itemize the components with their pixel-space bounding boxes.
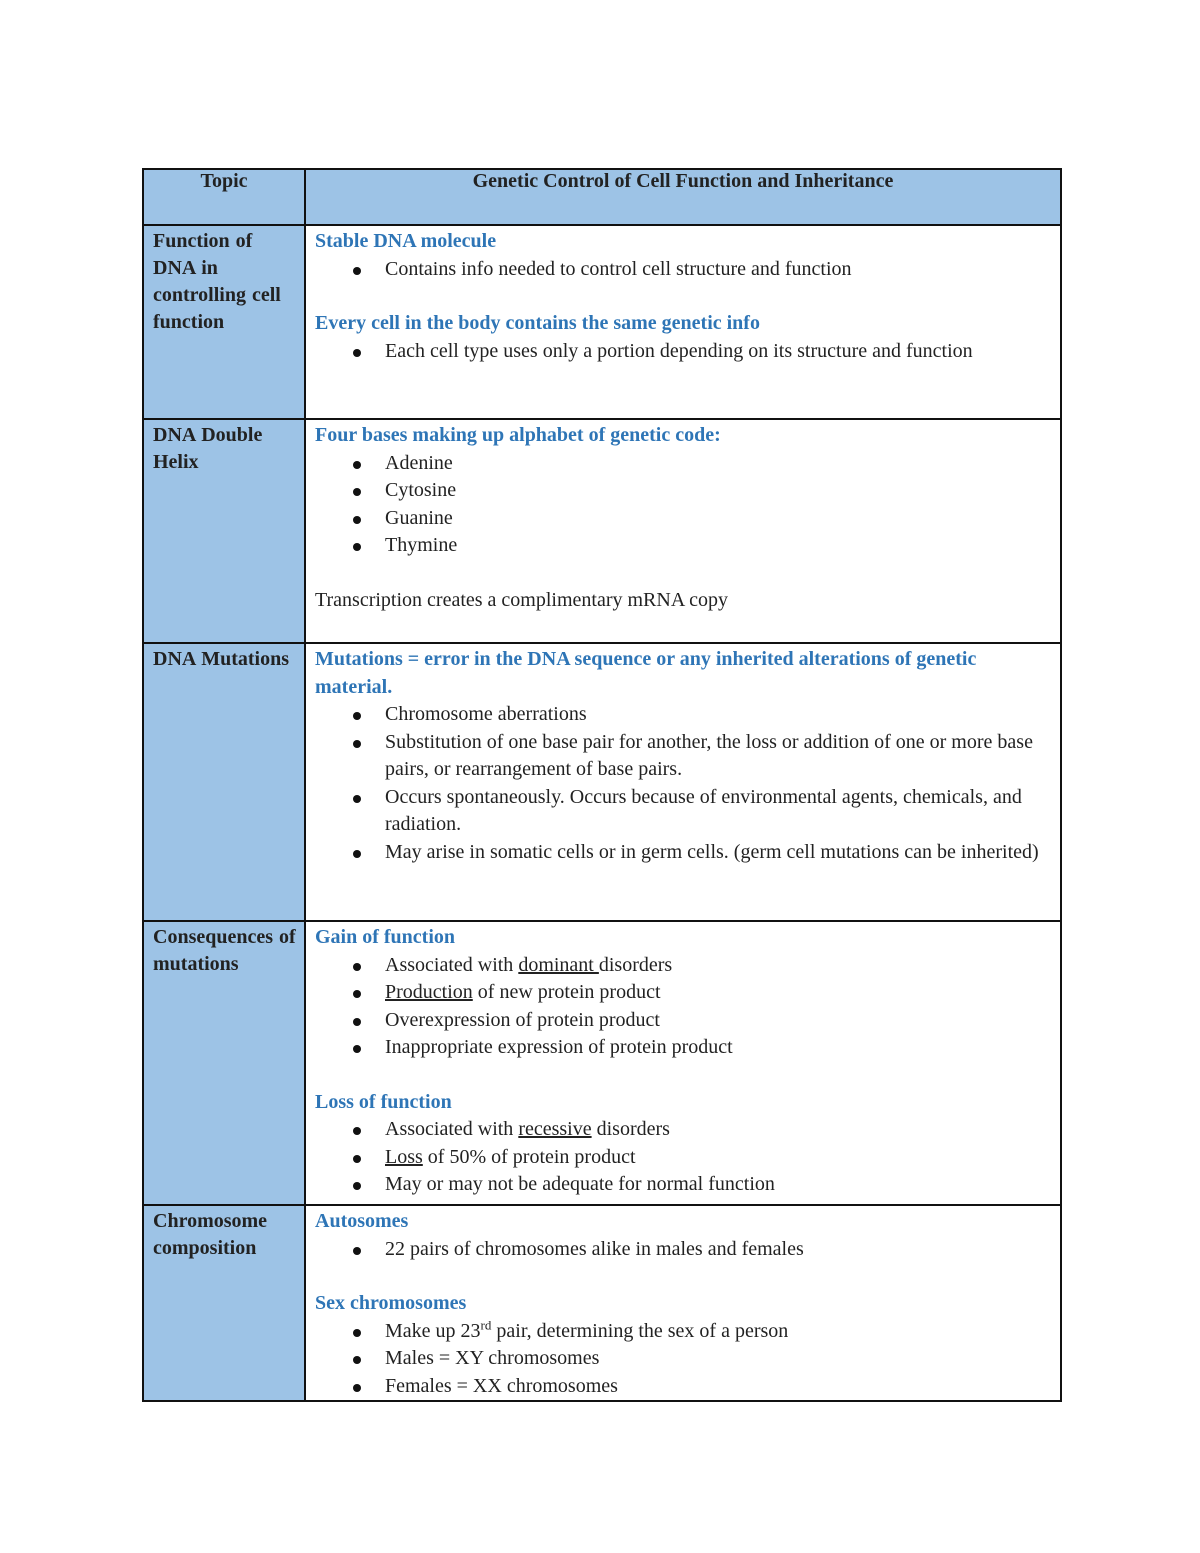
list-item: Thymine [385, 532, 1052, 560]
bullet-list [315, 1318, 1052, 1401]
list-item: Contains info needed to control cell structure and function [385, 256, 1052, 284]
section-heading: Gain of function [315, 926, 456, 948]
bullet-list [315, 450, 1052, 560]
list-item: May arise in somatic cells or in germ cells. (germ cell mutations can be inherited) [385, 839, 1052, 867]
list-item: Overexpression of protein product [385, 1007, 1052, 1035]
table-row [143, 225, 1061, 419]
list-item: Occurs spontaneously. Occurs because of environmental agents, chemicals, and radiation. [385, 784, 1052, 839]
list-item: Cytosine [385, 477, 1052, 505]
list-item: Chromosome aberrations [385, 701, 1052, 729]
table-row [143, 419, 1061, 643]
section-heading: Autosomes [315, 1210, 409, 1232]
row-topic: Chromosome composition [143, 1205, 305, 1401]
list-item: Adenine [385, 450, 1052, 478]
bullet-list [315, 1116, 1052, 1199]
table-header-row [143, 169, 1061, 225]
bullet-list [315, 338, 1052, 366]
row-topic: DNA Double Helix [143, 419, 305, 643]
table-row [143, 1205, 1061, 1401]
transcription-note: Transcription creates a complimentary mRNA copy [315, 588, 729, 611]
section-heading: Mutations = error in the DNA sequence or any inherited alterations of genetic material. [315, 648, 977, 698]
row-topic: Function of DNA in controlling cell function [143, 225, 305, 419]
section-heading: Four bases making up alphabet of genetic code: [315, 424, 721, 446]
list-item: Associated with dominant disorders [385, 952, 1052, 980]
list-item: 22 pairs of chromosomes alike in males and females [385, 1236, 1052, 1264]
list-item: Make up 23rd pair, determining the sex of a person [385, 1318, 1052, 1346]
bullet-list [315, 256, 1052, 284]
list-item: Guanine [385, 505, 1052, 533]
list-item: Loss of 50% of protein product [385, 1144, 1052, 1172]
header-title: Genetic Control of Cell Function and Inheritance [305, 169, 1061, 225]
bullet-list [315, 701, 1052, 866]
header-topic: Topic [143, 169, 305, 225]
row-content [305, 643, 1061, 921]
section-heading: Loss of function [315, 1090, 452, 1113]
notes-table [142, 168, 1062, 1402]
bullet-list [315, 952, 1052, 1062]
table-row [143, 643, 1061, 921]
list-item: Production of new protein product [385, 979, 1052, 1007]
list-item: May or may not be adequate for normal function [385, 1171, 1052, 1199]
list-item: Associated with recessive disorders [385, 1116, 1052, 1144]
section-heading: Stable DNA molecule [315, 230, 497, 252]
bullet-list [315, 1236, 1052, 1264]
list-item: Inappropriate expression of protein product [385, 1034, 1052, 1062]
section-heading: Sex chromosomes [315, 1292, 467, 1314]
row-topic: DNA Mutations [143, 643, 305, 921]
table-row [143, 921, 1061, 1205]
list-item: Each cell type uses only a portion depending on its structure and function [385, 338, 1052, 366]
row-content [305, 419, 1061, 643]
row-content [305, 225, 1061, 419]
list-item: Substitution of one base pair for another, the loss or addition of one or more base pairs, or rearrangement of base pairs. [385, 729, 1052, 784]
row-topic: Consequences of mutations [143, 921, 305, 1205]
section-heading: Every cell in the body contains the same genetic info [315, 312, 760, 334]
row-content [305, 921, 1061, 1205]
list-item: Males = XY chromosomes [385, 1345, 1052, 1373]
row-content [305, 1205, 1061, 1401]
list-item: Females = XX chromosomes [385, 1373, 1052, 1401]
